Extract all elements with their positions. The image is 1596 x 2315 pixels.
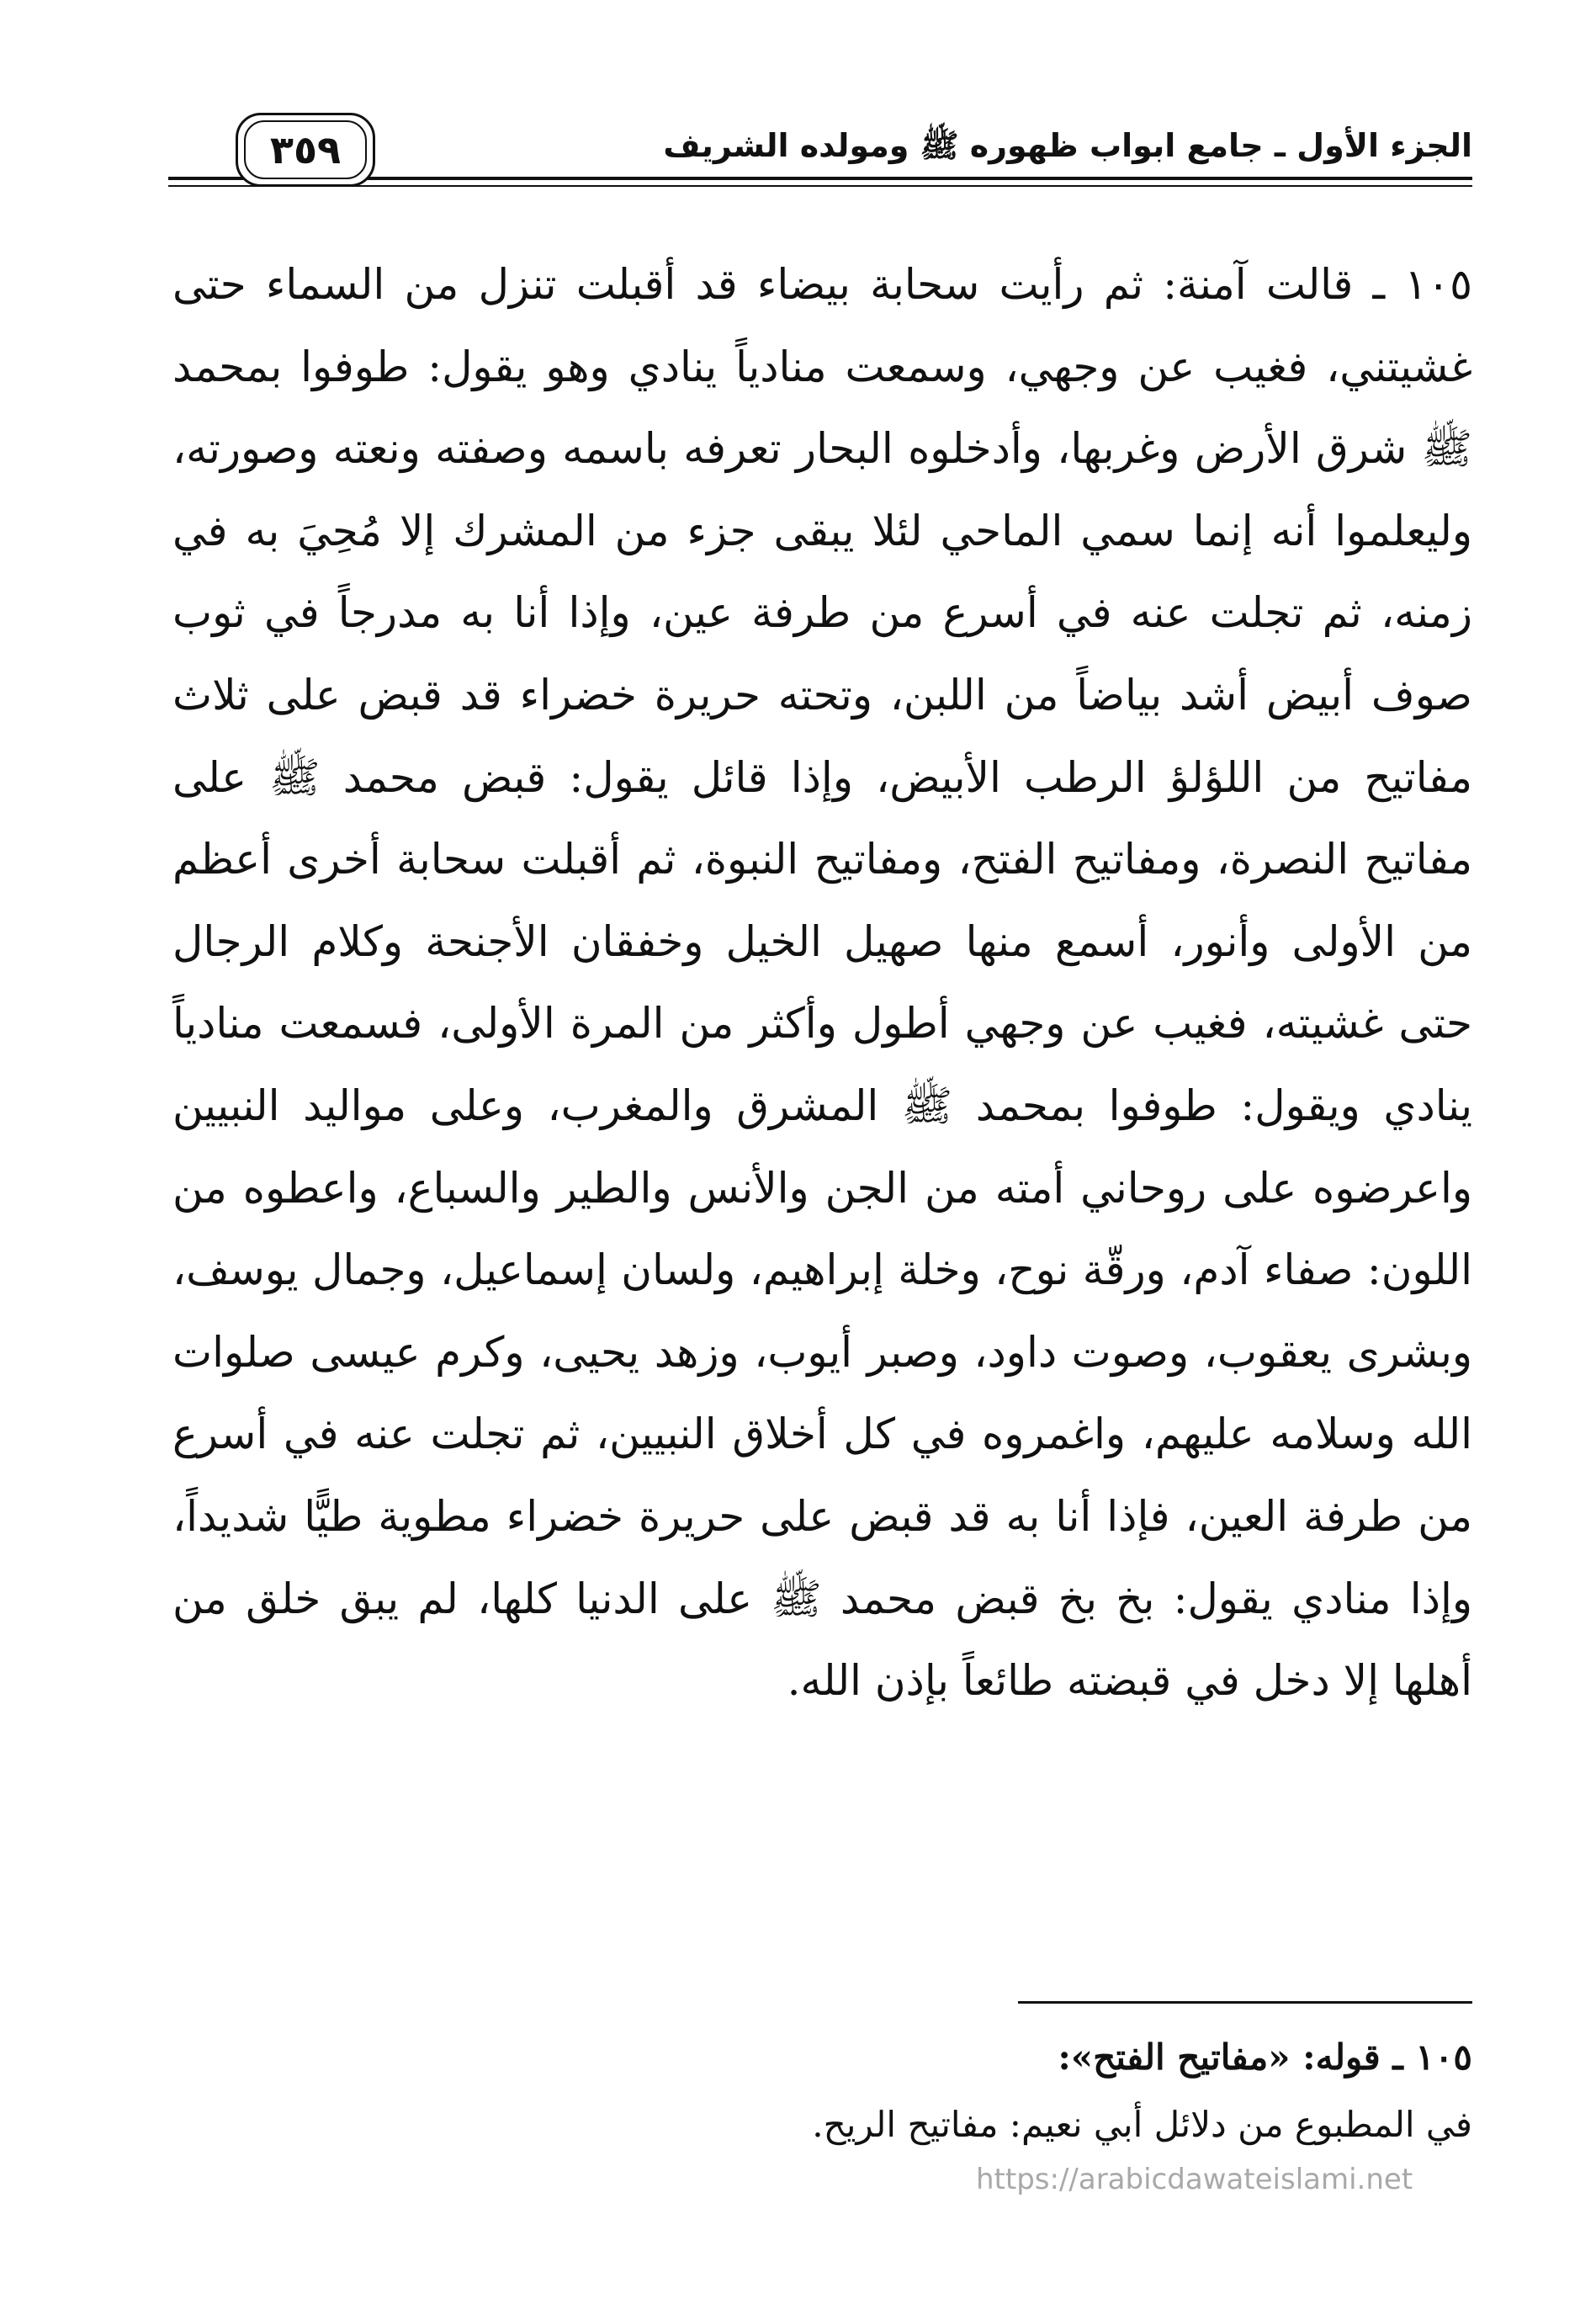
running-header-title: الجزء الأول ـ جامع ابواب ظهوره ﷺ ومولده الشريف	[663, 127, 1472, 164]
footnote-heading: ١٠٥ ـ قوله: «مفاتيح الفتح»:	[1058, 2036, 1472, 2078]
footnote	[172, 2028, 1472, 2163]
footnote-separator	[1018, 2001, 1472, 2004]
main-text	[172, 244, 1472, 1723]
hadith-paragraph: ١٠٥ ـ قالت آمنة: ثم رأيت سحابة بيضاء قد أقبلت تنزل من السماء حتى غشيتني، فغيب عن وجهي، وسمعت منادياً ينادي وهو يقول: طوفوا بمحمد ﷺ شرق الأرض وغربها، وأدخلوه البحار تعرفه باسمه وصفته ونعته وصورته، وليعلموا أنه إنما سمي الماحي لئلا يبقى جزء من المشرك إلا مُحِيَ به في زمنه، ثم تجلت عنه في أسرع من طرفة عين، وإذا أنا به مدرجاً في ثوب صوف أبيض أشد بياضاً من اللبن، وتحته حريرة خضراء قد قبض على ثلاث مفاتيح من اللؤلؤ الرطب الأبيض، وإذا قائل يقول: قبض محمد ﷺ على مفاتيح النصرة، ومفاتيح الفتح، ومفاتيح النبوة، ثم أقبلت سحابة أخرى أعظم من الأولى وأنور، أسمع منها صهيل الخيل وخفقان الأجنحة وكلام الرجال حتى غشيته، فغيب عن وجهي أطول وأكثر من المرة الأولى، فسمعت منادياً ينادي ويقول: طوفوا بمحمد ﷺ المشرق والمغرب، وعلى مواليد النبيين واعرضوه على روحاني أمته من الجن والأنس والطير والسباع، واعطوه من اللون: صفاء آدم، ورقّة نوح، وخلة إبراهيم، ولسان إسماعيل، وجمال يوسف، وبشرى يعقوب، وصوت داود، وصبر أيوب، وزهد يحيى، وكرم عيسى صلوات الله وسلامه عليهم، واغمروه في كل أخلاق النبيين، ثم تجلت عنه في أسرع من طرفة العين، فإذا أنا به قد قبض على حريرة خضراء مطوية طيًّا شديداً، وإذا منادي يقول: بخ بخ قبض محمد ﷺ على الدنيا كلها، لم يبق خلق من أهلها إلا دخل في قبضته طائعاً بإذن الله.	[172, 260, 1472, 1706]
watermark-url: https://arabicdawateislami.net	[976, 2163, 1413, 2196]
footnote-text: في المطبوع من دلائل أبي نعيم: مفاتيح الريح.	[812, 2104, 1472, 2145]
page-number-frame	[236, 113, 375, 187]
page-number: ٣٥٩	[244, 120, 367, 179]
page-header	[168, 108, 1472, 200]
header-rule-thin	[168, 185, 1472, 187]
